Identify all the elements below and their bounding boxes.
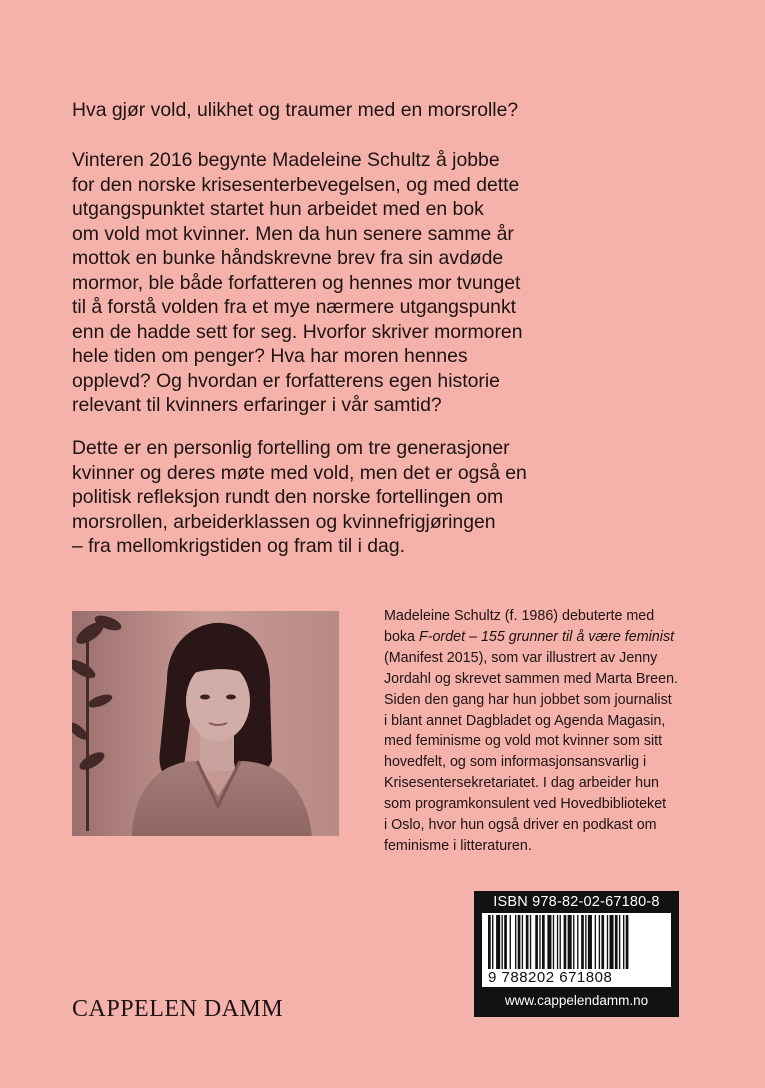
paragraph-line: morsrollen, arbeiderklassen og kvinnefrigjøringen	[72, 510, 496, 533]
bio-line: feminisme i litteraturen.	[384, 837, 532, 854]
bio-line: Jordahl og skrevet sammen med Marta Breen.	[384, 670, 679, 687]
barcode-bar	[607, 915, 608, 969]
barcode-bar	[577, 915, 578, 969]
paragraph-line: utgangspunktet startet hun arbeidet med en bok	[72, 198, 484, 220]
barcode-bar	[542, 915, 545, 969]
publisher-logo: CAPPELEN DAMM	[72, 996, 284, 1022]
author-photo	[72, 611, 339, 836]
barcode-bar	[510, 915, 511, 969]
bio-line: Krisesentersekretariatet. I dag arbeider hun	[384, 775, 659, 792]
description-paragraph-2	[72, 436, 712, 559]
barcode-bar	[502, 915, 503, 969]
bio-line: med feminisme og vold mot kvinner som sitt	[384, 733, 663, 750]
barcode-bar	[518, 915, 521, 969]
paragraph-line: politisk refleksjon rundt den norske fortellingen om	[72, 486, 504, 508]
paragraph-line: for den norske krisesenterbevegelsen, og med dette	[72, 173, 520, 196]
bio-line: (Manifest 2015), som var illustrert av Jenny	[384, 649, 658, 666]
barcode-bar	[615, 915, 618, 969]
bio-line	[384, 627, 684, 648]
barcode-area	[482, 913, 671, 987]
barcode-bar	[557, 915, 558, 969]
bio-line: i Oslo, hvor hun også driver en podkast om	[384, 817, 657, 834]
barcode-bar	[601, 915, 604, 969]
isbn-label: ISBN 978-82-02-67180-8	[493, 894, 660, 910]
paragraph-line: mormor, ble både forfatteren og hennes mor tvunget	[72, 271, 521, 294]
barcode-bar	[553, 915, 554, 969]
barcode-bar	[585, 915, 586, 969]
barcode-bar	[504, 915, 507, 969]
intro-question: Hva gjør vold, ulikhet og traumer med en morsrolle?	[72, 99, 519, 121]
barcode-bar	[496, 915, 500, 969]
paragraph-line: opplevd? Og hvordan er forfatterens egen historie	[72, 369, 500, 392]
bio-line: Siden den gang har hun jobbet som journalist	[384, 691, 672, 708]
barcode-bar	[492, 915, 493, 969]
barcode-bar	[539, 915, 540, 969]
barcode-bar	[610, 915, 614, 969]
bio-text: boka	[384, 628, 419, 645]
paragraph-line: til å forstå volden fra et mye nærmere utgangspunkt	[72, 296, 517, 318]
barcode-bar	[588, 915, 592, 969]
barcode-bar	[581, 915, 584, 969]
barcode-bar	[515, 915, 516, 969]
barcode-bar	[530, 915, 531, 969]
paragraph-line: enn de hadde sett for seg. Hvorfor skriver mormoren	[72, 320, 523, 343]
bio-line: i blant annet Dagbladet og Agenda Magasin,	[384, 712, 666, 729]
barcode-bar	[522, 915, 523, 969]
barcode-bar	[573, 915, 574, 969]
isbn-barcode-block	[474, 891, 679, 1017]
description-paragraph-1	[72, 148, 712, 418]
barcode-bar	[535, 915, 538, 969]
paragraph-line: relevant til kvinners erfaringer i vår samtid?	[72, 394, 442, 416]
barcode-bar	[488, 915, 491, 969]
publisher-url: www.cappelendamm.no	[504, 993, 649, 1008]
barcode-bar	[599, 915, 600, 969]
barcode-bar	[547, 915, 551, 969]
paragraph-line: Dette er en personlig fortelling om tre generasjoner	[72, 437, 510, 459]
barcode-bar	[626, 915, 629, 969]
barcode-bar	[568, 915, 572, 969]
barcode-bar	[560, 915, 561, 969]
barcode-bar	[623, 915, 624, 969]
paragraph-line: mottok en bunke håndskrevne brev fra sin avdøde	[72, 247, 504, 269]
barcode-bars	[482, 915, 671, 971]
paragraph-line: – fra mellomkrigstiden og fram til i dag.	[72, 535, 406, 557]
paragraph-line: om vold mot kvinner. Men da hun senere samme år	[72, 222, 514, 245]
barcode-bar	[564, 915, 567, 969]
barcode-bar	[526, 915, 529, 969]
paragraph-line: hele tiden om penger? Hva har moren hennes	[72, 345, 468, 367]
author-bio	[384, 606, 684, 857]
paragraph-line: kvinner og deres møte med vold, men det er også en	[72, 461, 527, 484]
bio-line: som programkonsulent ved Hovedbiblioteket	[384, 796, 667, 813]
barcode-bar	[619, 915, 620, 969]
book-title: F-ordet – 155 grunner til å være feminist	[418, 628, 675, 645]
bio-line: hovedfelt, og som informasjonsansvarlig i	[384, 754, 647, 771]
barcode-digits: 9 788202 671808	[488, 969, 613, 986]
paragraph-line: Vinteren 2016 begynte Madeleine Schultz å jobbe	[72, 149, 500, 171]
barcode-bar	[595, 915, 596, 969]
bio-line: Madeleine Schultz (f. 1986) debuterte med	[384, 608, 655, 624]
